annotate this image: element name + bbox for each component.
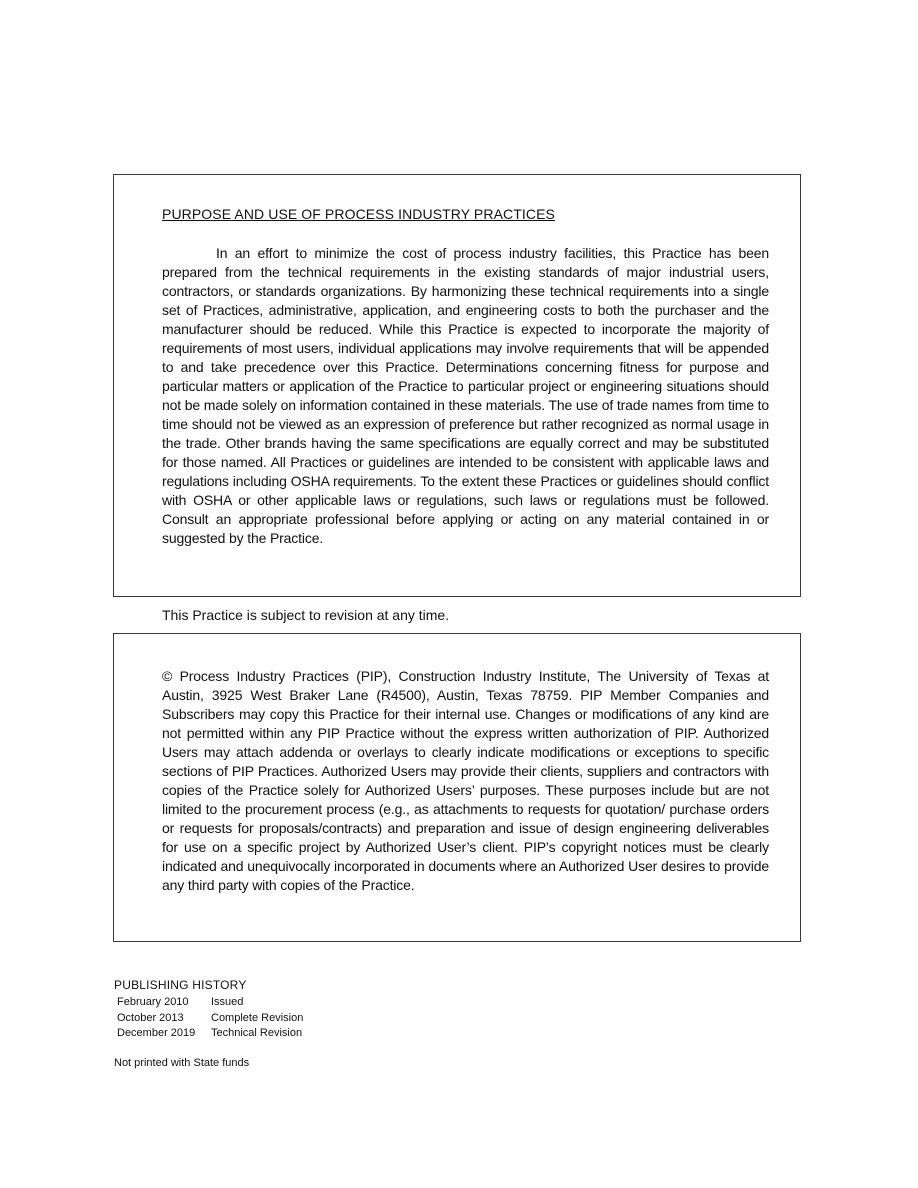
- purpose-paragraph: In an effort to minimize the cost of process industry facilities, this Practice has been prepared from the technical requirements in the existing standards of major industrial users, contractors, or standards organizations. By harmonizing these technical requirements into a single set of Practices, administrative, application, and engineering costs to both the purchaser and the manufacturer should be reduced. While this Practice is expected to incorporate the majority of requirements of most users, individual applications may involve requirements that will be appended to and take precedence over this Practice. Determinations concerning fitness for purpose and particular matters or application of the Practice to particular project or engineering situations should not be made solely on information contained in these materials. The use of trade names from time to time should not be viewed as an expression of preference but rather recognized as normal usage in the trade. Other brands having the same specifications are equally correct and may be substituted for those named. All Practices or guidelines are intended to be consistent with applicable laws and regulations including OSHA requirements. To the extent these Practices or guidelines should conflict with OSHA or other applicable laws or regulations, such laws or regulations must be followed. Consult an appropriate professional before applying or acting on any material contained in or suggested by the Practice.: [162, 245, 769, 546]
- history-row: [114, 995, 303, 1011]
- copyright-paragraph: © Process Industry Practices (PIP), Construction Industry Institute, The University of Texas at Austin, 3925 West Braker Lane (R4500), Austin, Texas 78759. PIP Member Companies and Subscribers may copy this Practice for their internal use. Changes or modifications of any kind are not permitted within any PIP Practice without the express written authorization of PIP. Authorized Users may attach addenda or overlays to clearly indicate modifications or exceptions to specific sections of PIP Practices. Authorized Users may provide their clients, suppliers and contractors with copies of the Practice solely for Authorized Users’ purposes. These purposes include but are not limited to the procurement process (e.g., as attachments to requests for quotation/ purchase orders or requests for proposals/contracts) and preparation and issue of design engineering deliverables for use on a specific project by Authorized User’s client. PIP’s copyright notices must be clearly indicated and unequivocally incorporated in documents where an Authorized User desires to provide any third party with copies of the Practice.: [162, 668, 769, 893]
- history-row: [114, 1026, 303, 1042]
- revision-note: This Practice is subject to revision at any time.: [162, 607, 450, 623]
- publishing-history-title: PUBLISHING HISTORY: [114, 978, 247, 992]
- purpose-heading: PURPOSE AND USE OF PROCESS INDUSTRY PRACTICES: [162, 206, 555, 222]
- history-status: Issued: [211, 996, 244, 1008]
- history-row: [114, 1011, 303, 1027]
- publishing-history: [114, 978, 303, 1042]
- history-status: Technical Revision: [211, 1027, 303, 1039]
- funds-note: Not printed with State funds: [114, 1057, 250, 1069]
- publishing-history-table: [114, 995, 303, 1042]
- history-status: Complete Revision: [211, 1011, 304, 1024]
- history-date: October 2013: [117, 1011, 184, 1024]
- history-date: February 2010: [117, 996, 189, 1008]
- history-date: December 2019: [117, 1027, 196, 1039]
